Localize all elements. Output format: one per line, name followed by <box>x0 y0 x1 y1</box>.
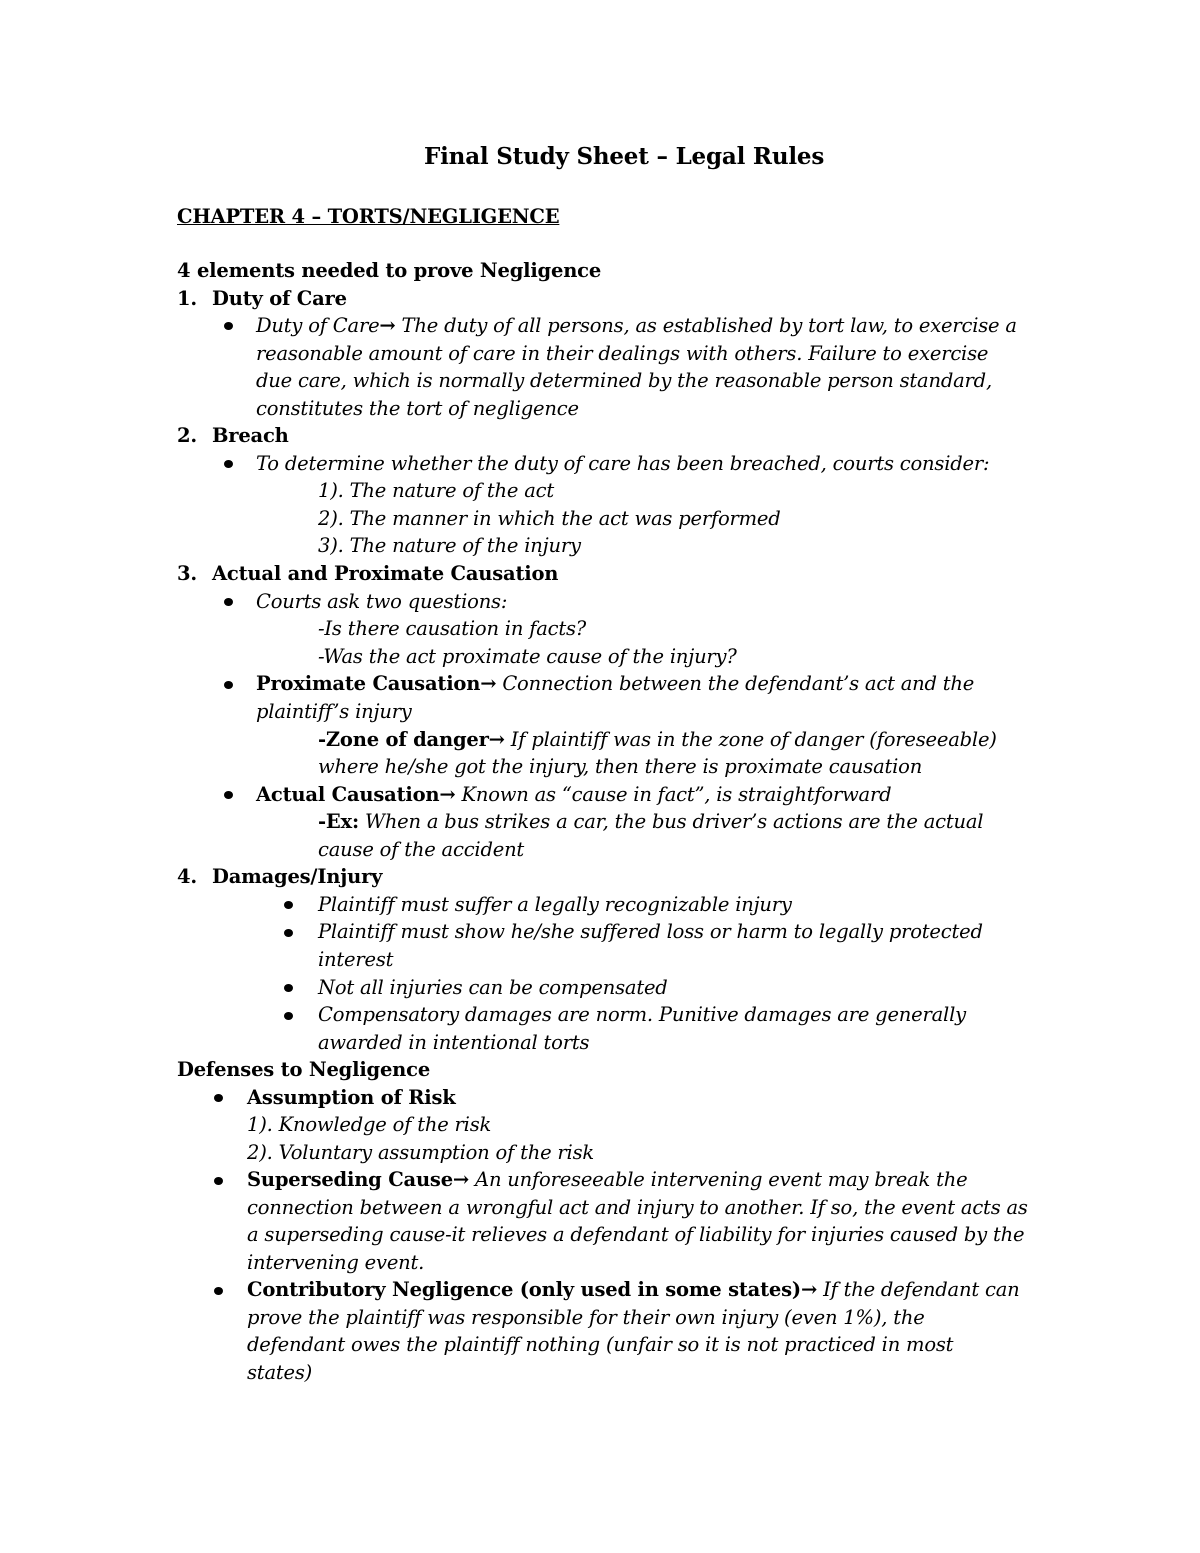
contributory-line: defendant owes the plaintiff nothing (unfair so it is not practiced in most <box>247 1333 954 1356</box>
breach-factor: 1). The nature of the act <box>318 479 555 502</box>
causation-text: Courts ask two questions: <box>256 590 508 613</box>
bullet-icon <box>214 1287 223 1295</box>
breach-factor: 3). The nature of the injury <box>318 534 581 557</box>
item-number-2: 2. <box>177 424 197 447</box>
bullet-icon <box>224 598 233 606</box>
proximate-line: Proximate Causation→ Connection between the defendant’s act and the <box>256 672 975 695</box>
example-line: -Ex: When a bus strikes a car, the bus driver’s actions are the actual <box>318 810 984 833</box>
duty-definition-line: reasonable amount of care in their dealings with others. Failure to exercise <box>256 342 989 365</box>
damages-item: Plaintiff must suffer a legally recognizable injury <box>318 893 792 916</box>
bullet-icon <box>214 1177 223 1185</box>
arrow-icon: → <box>488 728 505 751</box>
bullet-icon <box>214 1094 223 1102</box>
damages-item: awarded in intentional torts <box>318 1031 590 1054</box>
superseding-line: connection between a wrongful act and injury to another. If so, the event acts as <box>247 1196 1028 1219</box>
duty-definition-line: Duty of Care→ The duty of all persons, as established by tort law, to exercise a <box>256 314 1017 337</box>
bullet-icon <box>224 681 233 689</box>
contributory-line: prove the plaintiff was responsible for their own injury (even 1%), the <box>247 1306 925 1329</box>
superseding-line: Superseding Cause→ An unforeseeable intervening event may break the <box>247 1168 968 1191</box>
bullet-icon <box>224 460 233 468</box>
actual-line: Actual Causation→ Known as “cause in fact”, is straightforward <box>256 783 892 806</box>
elements-heading: 4 elements needed to prove Negligence <box>177 259 602 282</box>
chapter-heading: CHAPTER 4 – TORTS/NEGLIGENCE <box>177 205 560 228</box>
bullet-icon <box>284 1012 293 1020</box>
bullet-icon <box>284 901 293 909</box>
breach-factor: 2). The manner in which the act was performed <box>318 507 781 530</box>
bullet-icon <box>284 984 293 992</box>
superseding-term: Superseding Cause <box>247 1168 453 1191</box>
arrow-icon: → <box>452 1168 470 1191</box>
damages-heading: Damages/Injury <box>212 865 383 888</box>
zone-line: -Zone of danger→ If plaintiff was in the zone of danger (foreseeable) <box>318 728 997 751</box>
bullet-icon <box>224 791 233 799</box>
contributory-line: Contributory Negligence (only used in some states)→ If the defendant can <box>247 1278 1020 1301</box>
causation-question: -Was the act proximate cause of the injury? <box>318 645 737 668</box>
arrow-icon: → <box>800 1278 818 1301</box>
damages-item: Compensatory damages are norm. Punitive damages are generally <box>318 1003 966 1026</box>
actual-term: Actual Causation <box>256 783 440 806</box>
breach-text: To determine whether the duty of care has been breached, courts consider: <box>256 452 990 475</box>
superseding-line: intervening event. <box>247 1251 425 1274</box>
item-number-4: 4. <box>177 865 197 888</box>
causation-question: -Is there causation in facts? <box>318 617 587 640</box>
defenses-heading: Defenses to Negligence <box>177 1058 431 1081</box>
bullet-icon <box>284 929 293 937</box>
breach-heading: Breach <box>212 424 289 447</box>
example-term: -Ex: <box>318 810 359 833</box>
causation-heading: Actual and Proximate Causation <box>212 562 559 585</box>
damages-item: Plaintiff must show he/she suffered loss or harm to legally protected <box>318 920 983 943</box>
proximate-line: plaintiff’s injury <box>256 700 412 723</box>
zone-term: -Zone of danger <box>318 728 489 751</box>
zone-line: where he/she got the injury, then there is proximate causation <box>318 755 923 778</box>
superseding-line: a superseding cause-it relieves a defendant of liability for injuries caused by the <box>247 1223 1025 1246</box>
duty-term: Duty of Care <box>256 314 380 337</box>
page-title: Final Study Sheet – Legal Rules <box>424 143 825 170</box>
risk-item: 2). Voluntary assumption of the risk <box>247 1141 595 1164</box>
contributory-term: Contributory Negligence (only used in some states) <box>247 1278 801 1301</box>
arrow-icon: → <box>379 314 396 337</box>
arrow-icon: → <box>480 672 497 695</box>
item-number-3: 3. <box>177 562 197 585</box>
risk-item: 1). Knowledge of the risk <box>247 1113 492 1136</box>
proximate-term: Proximate Causation <box>256 672 481 695</box>
damages-item: Not all injuries can be compensated <box>318 976 668 999</box>
example-line: cause of the accident <box>318 838 525 861</box>
duty-definition-line: constitutes the tort of negligence <box>256 397 579 420</box>
risk-term: Assumption of Risk <box>247 1086 456 1109</box>
item-number-1: 1. <box>177 287 197 310</box>
contributory-line: states) <box>247 1361 313 1384</box>
duty-heading: Duty of Care <box>212 287 347 310</box>
duty-definition-line: due care, which is normally determined by the reasonable person standard, <box>256 369 992 392</box>
bullet-icon <box>224 322 233 330</box>
damages-item: interest <box>318 948 394 971</box>
arrow-icon: → <box>439 783 456 806</box>
